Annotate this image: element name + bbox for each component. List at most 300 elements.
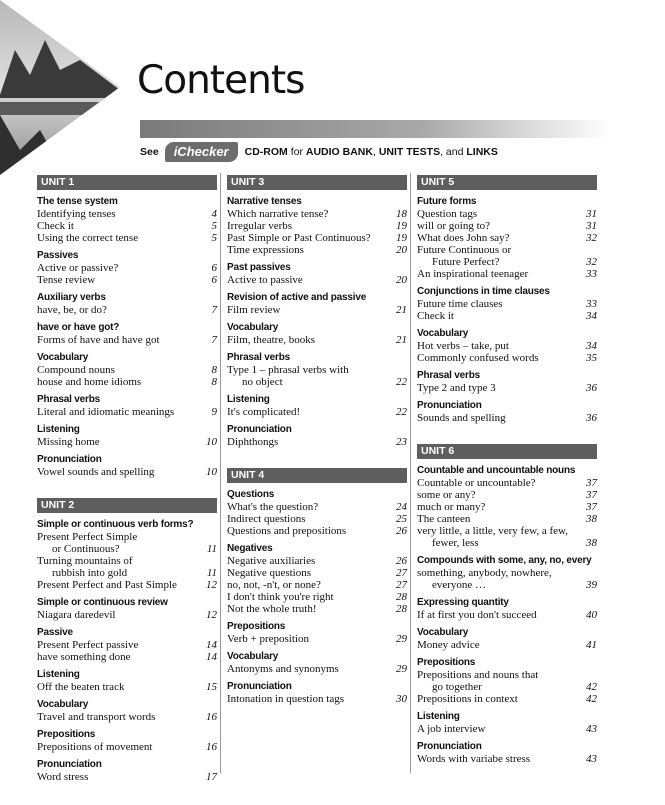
entry-page: 6 — [211, 274, 217, 286]
section-heading: Revision of active and passive — [227, 292, 367, 303]
entry-page: 32 — [586, 232, 597, 244]
toc-section — [37, 454, 217, 478]
section-heading: Vocabulary — [37, 699, 89, 710]
toc-section — [37, 394, 217, 418]
toc-entry[interactable] — [417, 382, 597, 394]
entry-page: 25 — [396, 513, 407, 525]
toc-section — [227, 352, 407, 388]
column-divider — [220, 173, 221, 773]
toc-entry[interactable] — [417, 220, 597, 232]
toc-entry[interactable] — [37, 406, 217, 418]
section-heading: The tense system — [37, 196, 118, 207]
section-heading: Compounds with some, any, no, every — [417, 555, 592, 566]
entry-title: Diphthongs — [227, 436, 279, 448]
toc-entry[interactable] — [227, 525, 407, 537]
entry-page: 21 — [396, 334, 407, 346]
entry-title: Future time clauses — [417, 298, 503, 310]
entry-title: some or any? — [417, 489, 476, 501]
toc-entry[interactable] — [37, 567, 217, 579]
entry-page: 37 — [586, 489, 597, 501]
toc-section — [227, 292, 407, 316]
entry-title: Missing home — [37, 436, 100, 448]
entry-page: 38 — [586, 537, 597, 549]
toc-entry[interactable] — [417, 232, 597, 244]
entry-title: Film, theatre, books — [227, 334, 315, 346]
toc-entry[interactable] — [227, 244, 407, 256]
entry-title: Future Perfect? — [432, 256, 500, 268]
toc-section — [37, 519, 217, 591]
toc-entry[interactable] — [37, 274, 217, 286]
toc-entry[interactable] — [417, 310, 597, 322]
section-heading: Prepositions — [37, 729, 96, 740]
toc-entry[interactable] — [417, 537, 597, 549]
toc-entry[interactable] — [37, 609, 217, 621]
unit-spacer — [227, 454, 407, 468]
toc-section — [37, 759, 217, 783]
toc-section — [227, 424, 407, 448]
toc-entry[interactable] — [37, 711, 217, 723]
entry-page: 26 — [396, 555, 407, 567]
entry-title: Indirect questions — [227, 513, 306, 525]
entry-title: Negative auxiliaries — [227, 555, 316, 567]
entry-title: Type 2 and type 3 — [417, 382, 496, 394]
section-heading: Listening — [417, 711, 460, 722]
toc-entry[interactable] — [37, 364, 217, 376]
entry-title: Future Continuous or — [417, 244, 512, 256]
toc-entry[interactable] — [227, 663, 407, 675]
toc-section — [417, 741, 597, 765]
contents-column — [227, 175, 407, 711]
entry-title: Money advice — [417, 639, 480, 651]
entry-title: have something done — [37, 651, 131, 663]
entry-page: 43 — [586, 753, 597, 765]
entry-title: Countable or uncountable? — [417, 477, 536, 489]
section-heading: Pronunciation — [227, 424, 292, 435]
section-heading: Vocabulary — [227, 651, 279, 662]
entry-title: An inspirational teenager — [417, 268, 529, 280]
entry-title: much or many? — [417, 501, 486, 513]
toc-entry[interactable] — [37, 208, 217, 220]
entry-page: 14 — [206, 651, 217, 663]
entry-title: Present Perfect Simple — [37, 531, 138, 543]
toc-entry[interactable] — [227, 633, 407, 645]
toc-entry[interactable] — [227, 436, 407, 448]
entry-page: 17 — [206, 771, 217, 783]
section-heading: Vocabulary — [37, 352, 89, 363]
entry-page: 16 — [206, 741, 217, 753]
toc-section — [417, 370, 597, 394]
entry-title: Not the whole truth! — [227, 603, 317, 615]
toc-entry[interactable] — [417, 268, 597, 280]
section-heading: Vocabulary — [417, 627, 469, 638]
section-heading: have or have got? — [37, 322, 120, 333]
toc-entry[interactable] — [417, 256, 597, 268]
entry-title: will or going to? — [417, 220, 491, 232]
entry-title: Which narrative tense? — [227, 208, 329, 220]
entry-page: 29 — [396, 633, 407, 645]
comma-label: , — [372, 146, 379, 158]
entry-title: Prepositions in context — [417, 693, 518, 705]
section-heading: Prepositions — [417, 657, 476, 668]
toc-entry[interactable] — [417, 579, 597, 591]
toc-entry[interactable] — [37, 220, 217, 232]
entry-title: Present Perfect passive — [37, 639, 139, 651]
toc-section — [417, 465, 597, 549]
entry-title: Check it — [37, 220, 74, 232]
toc-section — [37, 597, 217, 621]
entry-page: 10 — [206, 436, 217, 448]
entry-page: 8 — [211, 376, 217, 388]
toc-entry[interactable] — [37, 579, 217, 591]
entry-title: rubbish into gold — [52, 567, 128, 579]
entry-page: 36 — [586, 412, 597, 424]
toc-entry[interactable] — [227, 406, 407, 418]
section-heading: Phrasal verbs — [37, 394, 100, 405]
toc-section — [417, 400, 597, 424]
toc-entry[interactable] — [37, 741, 217, 753]
toc-entry[interactable] — [227, 208, 407, 220]
section-heading: Pronunciation — [417, 400, 482, 411]
toc-entry[interactable] — [227, 364, 407, 376]
entry-page: 29 — [396, 663, 407, 675]
entry-title: If at first you don't succeed — [417, 609, 537, 621]
entry-page: 43 — [586, 723, 597, 735]
entry-page: 12 — [206, 579, 217, 591]
section-heading: Past passives — [227, 262, 291, 273]
entry-page: 19 — [396, 232, 407, 244]
entry-page: 18 — [396, 208, 407, 220]
entry-title: Commonly confused words — [417, 352, 539, 364]
toc-entry[interactable] — [417, 567, 597, 579]
toc-entry[interactable] — [417, 489, 597, 501]
entry-page: 22 — [396, 376, 407, 388]
and-label: , and — [440, 146, 464, 158]
entry-page: 24 — [396, 501, 407, 513]
entry-title: Prepositions of movement — [37, 741, 153, 753]
entry-page: 33 — [586, 268, 597, 280]
entry-title: Prepositions and nouns that — [417, 669, 539, 681]
toc-section — [417, 196, 597, 280]
section-heading: Prepositions — [227, 621, 286, 632]
toc-entry[interactable] — [227, 693, 407, 705]
entry-title: everyone … — [432, 579, 487, 591]
toc-entry[interactable] — [417, 244, 597, 256]
toc-section — [227, 394, 407, 418]
toc-entry[interactable] — [227, 555, 407, 567]
entry-page: 12 — [206, 609, 217, 621]
toc-entry[interactable] — [417, 681, 597, 693]
toc-entry[interactable] — [37, 262, 217, 274]
entry-title: no object — [242, 376, 283, 388]
section-heading: Pronunciation — [37, 759, 102, 770]
entry-page: 8 — [211, 364, 217, 376]
entry-page: 6 — [211, 262, 217, 274]
entry-title: go together — [432, 681, 482, 693]
entry-title: Turning mountains of — [37, 555, 133, 567]
entry-title: Tense review — [37, 274, 96, 286]
toc-entry[interactable] — [227, 501, 407, 513]
entry-title: It's complicated! — [227, 406, 301, 418]
entry-title: Irregular verbs — [227, 220, 293, 232]
entry-page: 37 — [586, 501, 597, 513]
toc-entry[interactable] — [227, 603, 407, 615]
entry-page: 37 — [586, 477, 597, 489]
entry-title: Literal and idiomatic meanings — [37, 406, 175, 418]
entry-page: 10 — [206, 466, 217, 478]
entry-page: 20 — [396, 274, 407, 286]
entry-page: 31 — [586, 208, 597, 220]
toc-entry[interactable] — [227, 334, 407, 346]
entry-title: Time expressions — [227, 244, 304, 256]
section-heading: Listening — [227, 394, 270, 405]
toc-entry[interactable] — [227, 579, 407, 591]
toc-entry[interactable] — [37, 543, 217, 555]
entry-page: 7 — [211, 304, 217, 316]
section-heading: Pronunciation — [227, 681, 292, 692]
entry-page: 14 — [206, 639, 217, 651]
section-heading: Conjunctions in time clauses — [417, 286, 550, 297]
cdrom-label: CD-ROM — [244, 146, 288, 158]
toc-section — [417, 328, 597, 364]
entry-page: 22 — [396, 406, 407, 418]
toc-entry[interactable] — [417, 723, 597, 735]
toc-section — [227, 322, 407, 346]
entry-page: 31 — [586, 220, 597, 232]
unit-spacer — [37, 484, 217, 498]
section-heading: Vocabulary — [417, 328, 469, 339]
toc-entry[interactable] — [37, 466, 217, 478]
toc-entry[interactable] — [227, 567, 407, 579]
toc-entry[interactable] — [227, 304, 407, 316]
toc-section — [227, 621, 407, 645]
entry-title: house and home idioms — [37, 376, 142, 388]
entry-page: 28 — [396, 591, 407, 603]
entry-page: 4 — [211, 208, 217, 220]
entry-page: 9 — [211, 406, 217, 418]
toc-section — [417, 286, 597, 322]
entry-page: 23 — [396, 436, 407, 448]
ichecker-logo: iChecker — [165, 142, 238, 162]
entry-page: 26 — [396, 525, 407, 537]
entry-page: 5 — [211, 220, 217, 232]
entry-title: very little, a little, very few, a few, — [417, 525, 568, 537]
toc-section — [227, 543, 407, 615]
section-heading: Simple or continuous verb forms? — [37, 519, 194, 530]
entry-page: 34 — [586, 310, 597, 322]
unit-spacer — [417, 430, 597, 444]
section-heading: Pronunciation — [417, 741, 482, 752]
entry-page: 16 — [206, 711, 217, 723]
entry-page: 39 — [586, 579, 597, 591]
entry-page: 41 — [586, 639, 597, 651]
entry-title: Hot verbs – take, put — [417, 340, 509, 352]
section-heading: Passive — [37, 627, 73, 638]
entry-page: 34 — [586, 340, 597, 352]
column-divider — [410, 173, 411, 773]
toc-section — [37, 322, 217, 346]
entry-title: Question tags — [417, 208, 478, 220]
toc-entry[interactable] — [417, 513, 597, 525]
unit-header: UNIT 3 — [227, 175, 407, 190]
entry-title: Check it — [417, 310, 454, 322]
section-heading: Pronunciation — [37, 454, 102, 465]
entry-title: Words with variabe stress — [417, 753, 531, 765]
entry-title: I don't think you're right — [227, 591, 334, 603]
entry-page: 42 — [586, 693, 597, 705]
entry-page: 15 — [206, 681, 217, 693]
entry-title: Negative questions — [227, 567, 312, 579]
toc-entry[interactable] — [417, 609, 597, 621]
entry-title: Type 1 – phrasal verbs with — [227, 364, 349, 376]
toc-entry[interactable] — [417, 298, 597, 310]
entry-title: Intonation in question tags — [227, 693, 345, 705]
toc-section — [227, 262, 407, 286]
entry-title: What does John say? — [417, 232, 510, 244]
entry-title: Active to passive — [227, 274, 303, 286]
toc-section — [37, 352, 217, 388]
toc-entry[interactable] — [37, 436, 217, 448]
entry-page: 11 — [206, 543, 217, 555]
unit-header: UNIT 1 — [37, 175, 217, 190]
toc-section — [37, 627, 217, 663]
toc-section — [417, 657, 597, 705]
section-heading: Phrasal verbs — [417, 370, 480, 381]
section-heading: Future forms — [417, 196, 477, 207]
section-heading: Phrasal verbs — [227, 352, 290, 363]
toc-entry[interactable] — [417, 412, 597, 424]
entry-title: A job interview — [417, 723, 486, 735]
entry-page: 7 — [211, 334, 217, 346]
entry-title: The canteen — [417, 513, 471, 525]
entry-title: Active or passive? — [37, 262, 119, 274]
toc-section — [37, 196, 217, 244]
entry-title: fewer, less — [432, 537, 479, 549]
entry-title: Past Simple or Past Continuous? — [227, 232, 371, 244]
toc-entry[interactable] — [37, 376, 217, 388]
entry-page: 40 — [586, 609, 597, 621]
section-heading: Countable and uncountable nouns — [417, 465, 576, 476]
unit-header: UNIT 6 — [417, 444, 597, 459]
toc-entry[interactable] — [227, 376, 407, 388]
section-heading: Listening — [37, 424, 80, 435]
toc-entry[interactable] — [417, 477, 597, 489]
toc-section — [417, 627, 597, 651]
section-heading: Negatives — [227, 543, 273, 554]
entry-title: Off the beaten track — [37, 681, 125, 693]
entry-title: or Continuous? — [52, 543, 120, 555]
toc-section — [37, 250, 217, 286]
entry-page: 32 — [586, 256, 597, 268]
section-heading: Passives — [37, 250, 79, 261]
toc-entry[interactable] — [37, 334, 217, 346]
toc-section — [37, 292, 217, 316]
entry-page: 27 — [396, 567, 407, 579]
toc-section — [227, 651, 407, 675]
toc-entry[interactable] — [37, 651, 217, 663]
entry-title: What's the question? — [227, 501, 319, 513]
toc-entry[interactable] — [227, 232, 407, 244]
entry-title: Vowel sounds and spelling — [37, 466, 155, 478]
toc-section — [227, 681, 407, 705]
entry-title: have, be, or do? — [37, 304, 107, 316]
ichecker-note — [140, 141, 498, 163]
entry-title: Using the correct tense — [37, 232, 139, 244]
toc-entry[interactable] — [37, 639, 217, 651]
entry-page: 42 — [586, 681, 597, 693]
toc-section — [417, 711, 597, 735]
toc-entry[interactable] — [417, 525, 597, 537]
entry-title: Sounds and spelling — [417, 412, 506, 424]
links-label: LINKS — [466, 146, 498, 158]
entry-title: Antonyms and synonyms — [227, 663, 339, 675]
toc-entry[interactable] — [37, 531, 217, 543]
section-heading: Narrative tenses — [227, 196, 302, 207]
toc-entry[interactable] — [37, 681, 217, 693]
toc-entry[interactable] — [227, 591, 407, 603]
entry-title: Questions and prepositions — [227, 525, 347, 537]
section-heading: Questions — [227, 489, 275, 500]
entry-page: 30 — [396, 693, 407, 705]
unit-header: UNIT 2 — [37, 498, 217, 513]
entry-page: 5 — [211, 232, 217, 244]
toc-entry[interactable] — [37, 304, 217, 316]
toc-entry[interactable] — [37, 232, 217, 244]
toc-entry[interactable] — [417, 340, 597, 352]
toc-entry[interactable] — [37, 771, 217, 783]
entry-title: Present Perfect and Past Simple — [37, 579, 177, 591]
section-heading: Expressing quantity — [417, 597, 509, 608]
toc-section — [37, 424, 217, 448]
toc-section — [37, 669, 217, 693]
toc-entry[interactable] — [227, 513, 407, 525]
toc-entry[interactable] — [417, 693, 597, 705]
toc-entry[interactable] — [37, 555, 217, 567]
entry-page: 33 — [586, 298, 597, 310]
entry-page: 35 — [586, 352, 597, 364]
entry-title: Verb + preposition — [227, 633, 309, 645]
section-heading: Auxiliary verbs — [37, 292, 106, 303]
toc-entry[interactable] — [227, 220, 407, 232]
entry-page: 20 — [396, 244, 407, 256]
toc-entry[interactable] — [417, 352, 597, 364]
toc-section — [37, 729, 217, 753]
entry-page: 38 — [586, 513, 597, 525]
toc-section — [227, 489, 407, 537]
entry-title: no, not, -n't, or none? — [227, 579, 321, 591]
section-heading: Vocabulary — [227, 322, 279, 333]
toc-entry[interactable] — [417, 501, 597, 513]
entry-title: Travel and transport words — [37, 711, 156, 723]
toc-entry[interactable] — [417, 639, 597, 651]
header-band — [140, 120, 610, 138]
toc-entry[interactable] — [227, 274, 407, 286]
toc-entry[interactable] — [417, 753, 597, 765]
audio-bank-label: AUDIO BANK — [305, 146, 373, 158]
toc-entry[interactable] — [417, 669, 597, 681]
entry-page: 19 — [396, 220, 407, 232]
for-label: for — [290, 146, 303, 158]
entry-page: 11 — [206, 567, 217, 579]
section-heading: Listening — [37, 669, 80, 680]
unit-header: UNIT 5 — [417, 175, 597, 190]
toc-section — [227, 196, 407, 256]
entry-title: Word stress — [37, 771, 89, 783]
toc-entry[interactable] — [417, 208, 597, 220]
entry-page: 28 — [396, 603, 407, 615]
entry-title: Film review — [227, 304, 281, 316]
entry-title: Compound nouns — [37, 364, 115, 376]
section-heading: Simple or continuous review — [37, 597, 168, 608]
